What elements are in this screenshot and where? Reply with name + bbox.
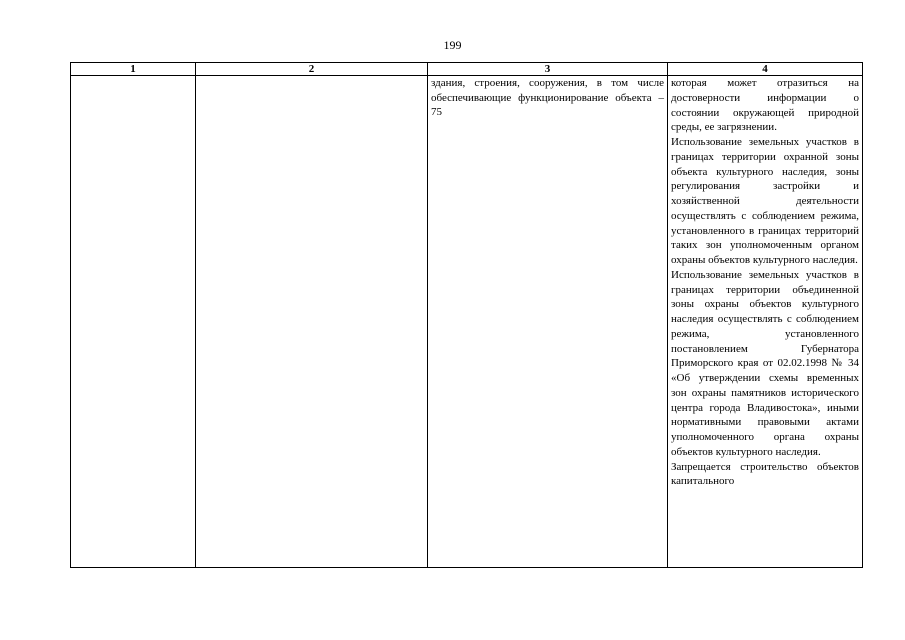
cell-col-1 [71, 76, 196, 568]
table-header-row [71, 63, 863, 76]
header-col-4: 4 [668, 63, 863, 76]
col4-paragraph: Использование земельных участков в границах территории охранной зоны объекта культурного наследия, зоны регулирования застройки и хозяйственной деятельности осуществлять с соблюдением режима, установленного в границах территорий таких зон уполномоченным органом охраны объектов культурного наследия. [671, 136, 859, 266]
cell-col-4 [668, 76, 863, 568]
header-col-2: 2 [196, 63, 428, 76]
cell-col-2 [196, 76, 428, 568]
header-col-1: 1 [71, 63, 196, 76]
header-col-3: 3 [428, 63, 668, 76]
col4-paragraph: Запрещается строительство объектов капитального [671, 460, 859, 488]
cell-col-3 [428, 76, 668, 568]
page-number: 199 [443, 38, 462, 52]
table-row [71, 76, 863, 568]
col4-paragraph: Использование земельных участков в границах территории объединенной зоны охраны объектов культурного наследия осуществлять с соблюдением режима, установленного постановлением Губернатора Приморского края от 02.02.1998 № 34 «Об утверждении схемы временных зон охраны памятников исторического центра города Владивостока», иными нормативными правовыми актами уполномоченного органа охраны объектов культурного наследия. [671, 268, 859, 458]
col4-paragraph: которая может отразиться на достоверности информации о состоянии окружающей природной среды, ее загрязнении. [671, 77, 859, 134]
cell-col-3-text: здания, строения, сооружения, в том числе обеспечивающие функционирование объекта – 75 [431, 77, 664, 119]
regulations-table [70, 62, 863, 568]
